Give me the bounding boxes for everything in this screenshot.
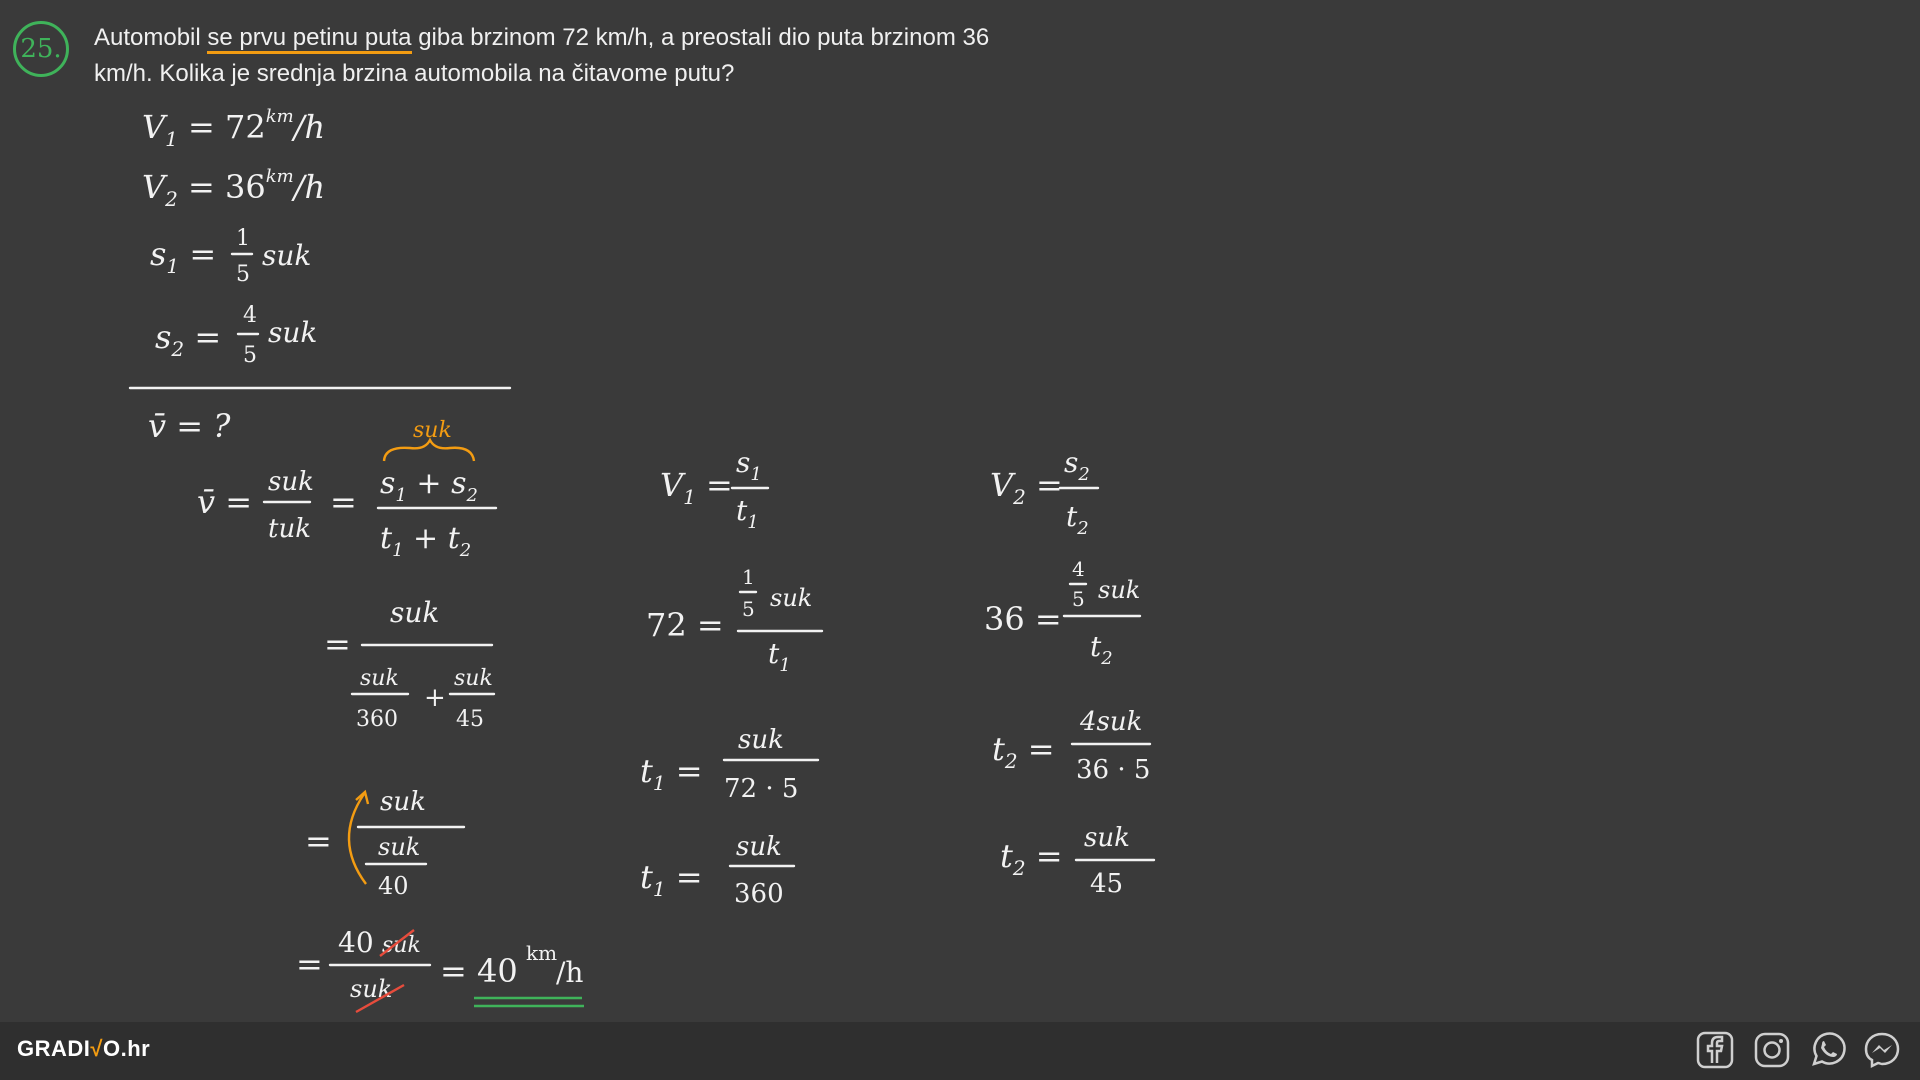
svg-text:360: 360 [734, 879, 784, 909]
svg-text:5: 5 [243, 343, 257, 368]
given-s1 [150, 226, 311, 287]
svg-text:suk: suk [1084, 823, 1130, 853]
svg-text:4: 4 [243, 303, 257, 328]
svg-text:v̄ =: v̄ = [197, 483, 253, 521]
brand-check: √ [90, 1036, 103, 1061]
t2-eq3 [992, 707, 1150, 785]
problem-text-before: Automobil [94, 24, 208, 51]
svg-text:suk: suk [770, 584, 813, 612]
svg-text:s2: $s_2$ [1064, 446, 1090, 485]
footer-bar [0, 1022, 1920, 1080]
svg-text:=: = [305, 822, 332, 860]
svg-text:36 · 5: 36 · 5 [1076, 755, 1151, 785]
svg-text:36 =: 36 = [984, 600, 1062, 638]
instagram-icon[interactable] [1752, 1030, 1792, 1070]
svg-text:suk: suk [413, 418, 452, 443]
svg-text:t1 =: $t_1$ = [640, 858, 703, 901]
given-v2 [142, 166, 325, 211]
svg-text:suk: suk [378, 833, 421, 861]
step2-substitution [324, 596, 494, 732]
svg-text:t1 =: $t_1$ = [640, 752, 703, 795]
svg-text:suk: suk [738, 725, 784, 755]
svg-text:v̄ = ?: v̄ = ? [148, 407, 231, 445]
svg-text:=: = [324, 625, 351, 663]
t2-eq4 [1000, 823, 1154, 899]
svg-text:tuk: tuk [268, 514, 311, 544]
svg-text:s1: $s_1$ [736, 446, 762, 485]
step4-result [296, 926, 584, 1012]
brand-left: GRADI [17, 1036, 91, 1061]
avg-velocity-definition [197, 418, 496, 561]
t1-eq2 [646, 565, 822, 676]
svg-text:suk: suk [736, 832, 782, 862]
messenger-icon[interactable] [1862, 1030, 1902, 1070]
t1-eq3 [640, 725, 818, 804]
t1-eq4 [640, 832, 794, 909]
svg-text:suk: suk [268, 316, 318, 349]
problem-text-highlight: se prvu petinu puta [207, 24, 411, 54]
svg-text:t1 + t2: $t_1 + t_2$ [380, 521, 472, 561]
given-v1 [142, 106, 325, 151]
svg-text:V1 = 72km/h: $V_1 = 72^{km}/h$ [142, 106, 326, 151]
svg-text:40: 40 [378, 872, 409, 900]
svg-text:1: 1 [236, 226, 250, 251]
brand-logo[interactable] [17, 1036, 150, 1062]
svg-text:t2 =: $t_2$ = [1000, 837, 1063, 880]
svg-text:=: = [330, 483, 357, 521]
svg-text:suk: suk [390, 596, 440, 629]
svg-text:t1: $t_1$ [768, 637, 791, 676]
unknown-vbar [148, 407, 231, 445]
facebook-icon[interactable] [1695, 1030, 1735, 1070]
svg-text:t2: $t_2$ [1066, 500, 1089, 539]
svg-text:suk: suk [380, 787, 426, 817]
svg-text:suk: suk [262, 239, 312, 272]
svg-text:s1 + s2: $s_1 + s_2$ [380, 466, 478, 506]
svg-text:72 =: 72 = [646, 606, 724, 644]
given-s2 [155, 303, 317, 368]
svg-text:= 40: = 40 [440, 952, 518, 990]
svg-text:suk: suk [360, 666, 399, 691]
svg-text:/h: /h [556, 956, 584, 989]
svg-text:1: 1 [742, 565, 755, 589]
svg-text:5: 5 [742, 597, 755, 621]
svg-text:t2: $t_2$ [1090, 630, 1113, 669]
svg-text:V1 =: $V_1$ = [660, 466, 733, 509]
svg-text:5: 5 [236, 262, 250, 287]
svg-text:=: = [296, 945, 323, 983]
svg-text:360: 360 [356, 707, 398, 732]
svg-text:45: 45 [456, 707, 484, 732]
step3-simplify [305, 787, 464, 900]
svg-text:suk: suk [382, 933, 421, 958]
svg-text:km: km [526, 941, 558, 965]
svg-text:45: 45 [1090, 869, 1124, 899]
t2-eq2 [984, 557, 1140, 669]
svg-text:suk: suk [1098, 576, 1141, 604]
svg-text:t1: $t_1$ [736, 494, 759, 533]
svg-text:suk: suk [454, 666, 493, 691]
svg-text:5: 5 [1072, 587, 1085, 611]
t2-eq1 [990, 446, 1098, 539]
problem-number: 25. [20, 34, 62, 64]
svg-text:suk: suk [350, 975, 393, 1003]
svg-text:V2 =: $V_2$ = [990, 466, 1063, 509]
brand-right: O.hr [102, 1036, 151, 1061]
svg-text:4suk: 4suk [1080, 707, 1143, 737]
svg-text:+: + [424, 683, 446, 713]
svg-text:40: 40 [338, 926, 374, 959]
svg-text:s1 =: $s_1$ = [150, 235, 217, 278]
svg-text:72 · 5: 72 · 5 [724, 774, 799, 804]
svg-text:s2 =: $s_2$ = [155, 318, 222, 361]
svg-text:t2 =: $t_2$ = [992, 730, 1055, 773]
svg-text:suk: suk [268, 467, 314, 497]
t1-eq1 [660, 446, 768, 533]
whatsapp-icon[interactable] [1808, 1030, 1848, 1070]
svg-text:4: 4 [1072, 557, 1085, 581]
problem-text-after: giba brzinom 72 km/h, a preostali dio puta brzinom 36 km/h. Kolika je srednja brzina automobila na čitavome putu? [94, 24, 990, 87]
svg-text:V2 = 36km/h: $V_2 = 36^{km}/h$ [142, 166, 326, 211]
